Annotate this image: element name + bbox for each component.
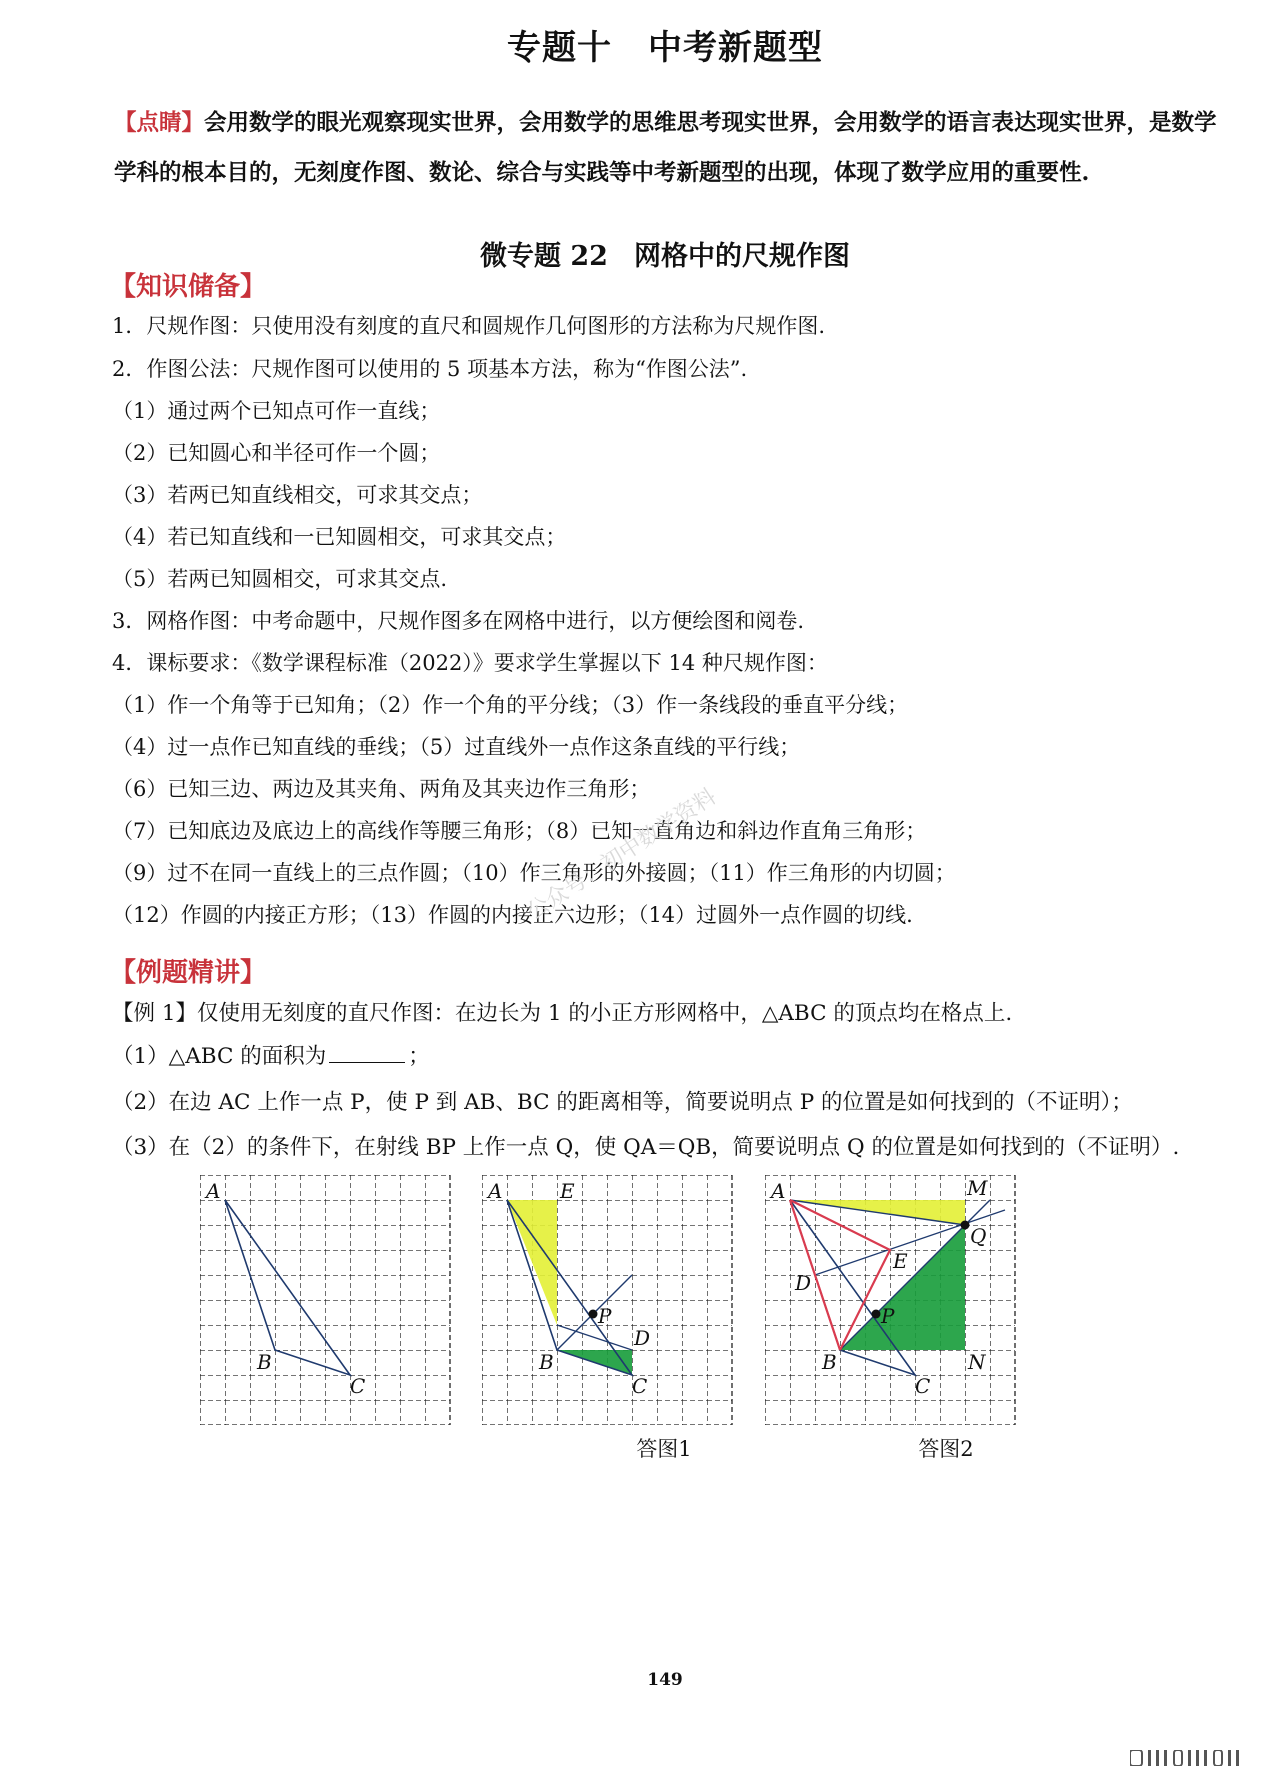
figure-answer-1 <box>482 1175 757 1425</box>
knowledge-line: （5）若两已知圆相交，可求其交点. <box>112 567 448 591</box>
subtopic-title: 微专题 22 网格中的尺规作图 <box>480 241 850 272</box>
knowledge-line: 4．课标要求：《数学课程标准（2022）》要求学生掌握以下 14 种尺规作图： <box>112 651 828 675</box>
knowledge-line: （9）过不在同一直线上的三点作圆；（10）作三角形的外接圆；（11）作三角形的内切圆； <box>112 861 956 885</box>
knowledge-line: （12）作圆的内接正方形；（13）作圆的内接正六边形；（14）过圆外一点作圆的切线. <box>112 903 913 927</box>
point-label-c: C <box>350 1374 366 1398</box>
barcode-mark <box>1130 1750 1260 1766</box>
figure-caption-2: 答图2 <box>918 1437 974 1461</box>
page-title: 专题十 中考新题型 <box>507 28 823 68</box>
point-label-n: N <box>968 1350 986 1374</box>
example-1-question-1: （1）△ABC 的面积为 ； <box>112 1044 430 1069</box>
grid <box>200 1175 450 1425</box>
knowledge-line: 1．尺规作图：只使用没有刻度的直尺和圆规作几何图形的方法称为尺规作图. <box>112 314 826 338</box>
figure-answer-2 <box>765 1175 1040 1425</box>
knowledge-line: （1）通过两个已知点可作一直线； <box>112 399 441 423</box>
point-q <box>961 1221 970 1230</box>
example-1-question-2: （2）在边 AC 上作一点 P，使 P 到 AB、BC 的距离相等，简要说明点 P 的位置是如何找到的（不证明）； <box>112 1090 1133 1115</box>
knowledge-line: （2）已知圆心和半径可作一个圆； <box>112 441 441 465</box>
intro-paragraph <box>114 98 1234 198</box>
figure-original-grid <box>200 1175 475 1425</box>
point-label-b: B <box>539 1350 554 1374</box>
point-label-e: E <box>893 1249 908 1273</box>
point-label-q: Q <box>970 1224 987 1248</box>
watermark: 公众号：初中数学资料 <box>522 784 721 926</box>
intro-tag: 【点睛】 <box>114 110 205 136</box>
knowledge-heading: 【知识储备】 <box>110 272 267 302</box>
figure-caption-1: 答图1 <box>636 1437 692 1461</box>
point-label-c: C <box>915 1374 931 1398</box>
knowledge-line: （1）作一个角等于已知角；（2）作一个角的平分线；（3）作一条线段的垂直平分线； <box>112 693 909 717</box>
point-label-b: B <box>257 1350 272 1374</box>
example-1-stem: 【例 1】仅使用无刻度的直尺作图：在边长为 1 的小正方形网格中，△ABC 的顶点均在格点上. <box>112 1001 1013 1026</box>
point-p <box>872 1310 881 1319</box>
point-label-m: M <box>967 1176 988 1200</box>
knowledge-line: （4）过一点作已知直线的垂线；（5）过直线外一点作这条直线的平行线； <box>112 735 801 759</box>
point-label-e: E <box>560 1179 575 1203</box>
point-label-c: C <box>632 1374 648 1398</box>
point-label-d: D <box>634 1326 651 1350</box>
examples-heading: 【例题精讲】 <box>110 958 267 988</box>
point-label-p: P <box>881 1304 895 1328</box>
point-label-d: D <box>795 1271 812 1295</box>
point-label-a: A <box>206 1179 221 1203</box>
example-1-question-3: （3）在（2）的条件下，在射线 BP 上作一点 Q，使 QA＝QB，简要说明点 Q 的位置是如何找到的（不证明）. <box>112 1135 1180 1160</box>
answer-blank <box>329 1043 405 1063</box>
point-label-a: A <box>771 1179 786 1203</box>
knowledge-line: （4）若已知直线和一已知圆相交，可求其交点； <box>112 525 567 549</box>
point-p <box>589 1310 598 1319</box>
intro-text: 会用数学的眼光观察现实世界，会用数学的思维思考现实世界，会用数学的语言表达现实世界，是数学学科的根本目的，无刻度作图、数论、综合与实践等中考新题型的出现，体现了数学应用的重要性. <box>114 110 1217 186</box>
knowledge-line: 2．作图公法：尺规作图可以使用的 5 项基本方法，称为“作图公法”. <box>112 357 748 381</box>
point-label-a: A <box>488 1179 503 1203</box>
point-label-b: B <box>822 1350 837 1374</box>
point-label-p: P <box>598 1304 612 1328</box>
knowledge-line: 3．网格作图：中考命题中，尺规作图多在网格中进行，以方便绘图和阅卷. <box>112 609 805 633</box>
knowledge-line: （6）已知三边、两边及其夹角、两角及其夹边作三角形； <box>112 777 651 801</box>
knowledge-line: （3）若两已知直线相交，可求其交点； <box>112 483 483 507</box>
page-number: 149 <box>647 1670 683 1690</box>
knowledge-line: （7）已知底边及底边上的高线作等腰三角形；（8）已知一直角边和斜边作直角三角形； <box>112 819 927 843</box>
